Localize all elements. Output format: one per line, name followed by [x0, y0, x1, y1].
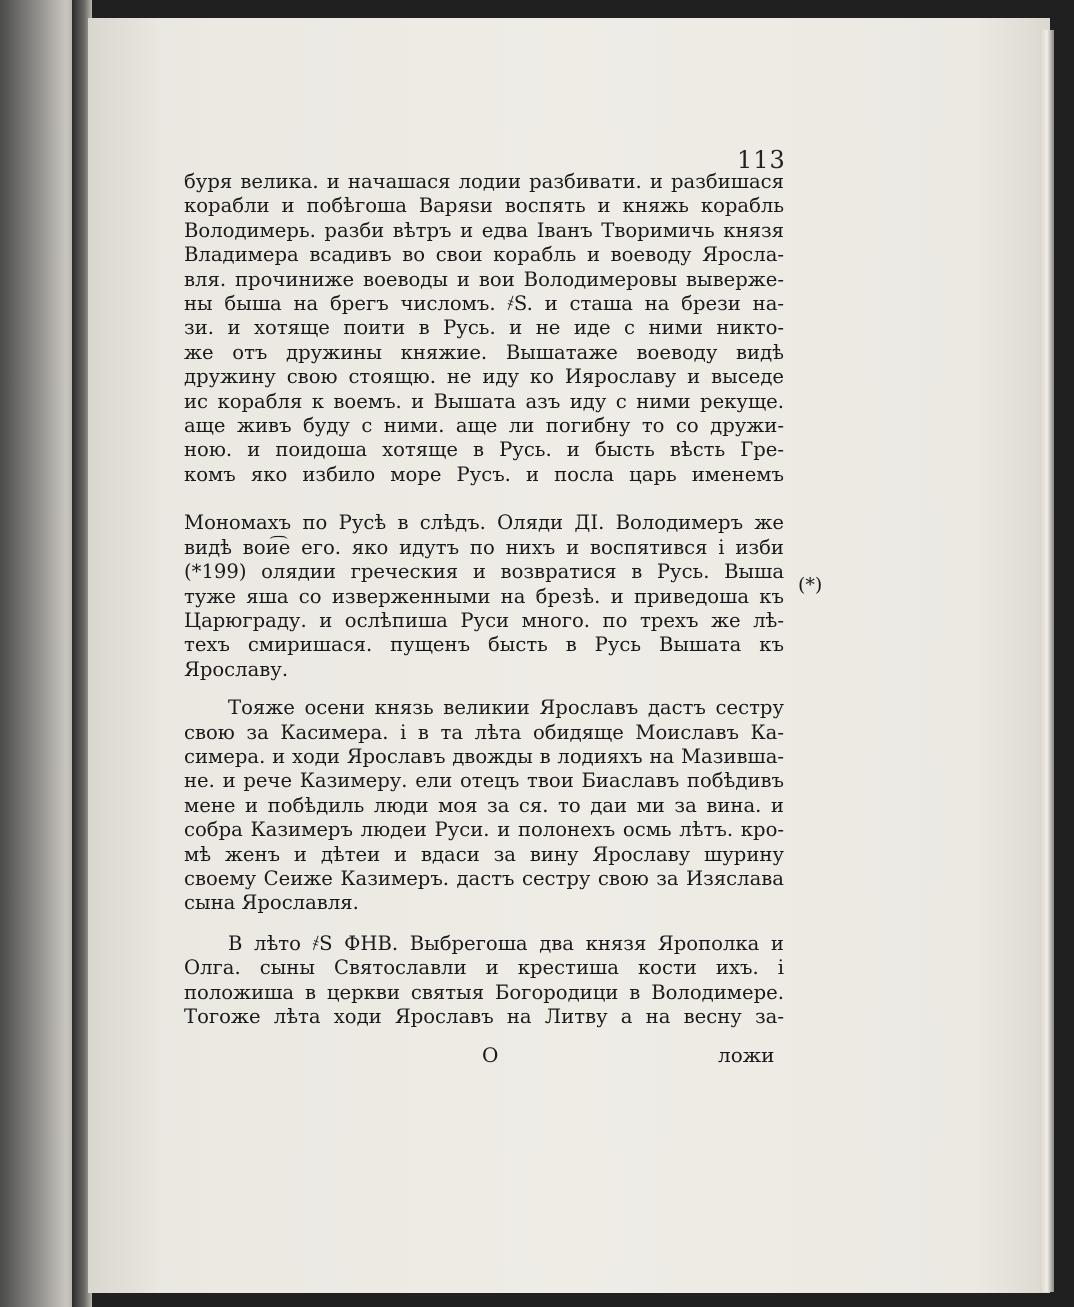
text-line: видѣ вои͡е его. яко идутъ по нихъ и воспятився і изби — [184, 535, 784, 559]
text-line: Мономахъ по Русѣ в слѣдъ. Оляди ДІ. Володимеръ же — [184, 511, 784, 535]
text-line: своему Сеиже Казимеръ. дастъ сестру свою за Изяслава — [184, 866, 784, 890]
page-number: 113 — [737, 146, 786, 174]
page-body-text — [184, 170, 784, 1029]
previous-page-edge — [0, 0, 78, 1307]
text-line-blank — [184, 487, 784, 511]
text-line: Володимерь. разби вѣтръ и едва Іванъ Творимичь князя — [184, 218, 784, 242]
text-line: Тояже осени князь великии Ярославъ дастъ сестру — [228, 696, 784, 720]
catchword: ложи — [718, 1043, 775, 1067]
text-line: корабли и побѣгоша Варяѕи воспять и княжь корабль — [184, 194, 784, 218]
text-line: комъ яко избило море Русъ. и посла царь именемъ — [184, 462, 784, 486]
page-stack-edge — [1040, 30, 1054, 1292]
text-line: буря велика. и начашася лодии разбивати. и разбишася — [184, 170, 784, 193]
text-line: Владимера всадивъ во свои корабль и воеводу Яросла- — [184, 243, 784, 267]
text-line: свою за Касимера. і в та лѣта обидяще Моиславъ Ка- — [184, 720, 784, 744]
text-line: мене и побѣдиль люди моя за ся. то даи ми за вина. и — [184, 793, 784, 817]
text-line: собра Казимеръ людеи Руси. и полонехъ осмь лѣтъ. кро- — [184, 818, 784, 842]
text-line: сына Ярославля. — [184, 891, 359, 915]
text-line: симера. и ходи Ярославъ двожды в лодияхъ на Мазивша- — [184, 744, 784, 768]
text-line: ис корабля к воемъ. и Вышата азъ иду с ними рекуще. — [184, 389, 784, 413]
text-line: не. и рече Казимеру. ели отецъ твои Биаславъ побѣдивъ — [184, 769, 784, 793]
text-line: ны быша на брегъ числомъ. ҂S. и сташа на брези на- — [184, 291, 784, 315]
text-line: Олга. сыны Святославли и крестиша кости ихъ. і — [184, 956, 784, 980]
text-line: техъ смиришася. пущенъ бысть в Русь Вышата къ — [184, 633, 784, 657]
text-line: аще живъ буду с ними. аще ли погибну то со дружи- — [184, 413, 784, 437]
text-line: вля. прочиниже воеводы и вои Володимеровы выверже- — [184, 267, 784, 291]
text-line: же отъ дружины княжие. Вышатаже воеводу видѣ — [184, 340, 784, 364]
text-line: Царюграду. и ослѣпиша Руси много. по трехъ же лѣ- — [184, 609, 784, 633]
margin-footnote-mark: (*) — [798, 574, 823, 596]
text-line: (*199) олядии греческия и возвратися в Русь. Выша — [184, 560, 784, 584]
text-line: В лѣто ҂S ФНВ. Выбрегоша два князя Ярополка и — [228, 931, 784, 955]
text-line: ною. и поидоша хотяще в Русь. и бысть вѣсть Гре- — [184, 438, 784, 462]
text-line: Тогоже лѣта ходи Ярославъ на Литву а на весну за- — [184, 1004, 784, 1028]
text-line: Ярославу. — [184, 657, 289, 681]
text-line: дружину свою стоящю. не иду ко Иярославу и выседе — [184, 365, 784, 389]
text-line: положиша в церкви святыя Богородици в Володимере. — [184, 980, 784, 1004]
text-line: зи. и хотяще поити в Русь. и не иде с ними никто- — [184, 316, 784, 340]
text-line: мѣ женъ и дѣтеи и вдаси за вину Ярославу шурину — [184, 842, 784, 866]
text-line: туже яша со изверженными на брезѣ. и приведоша къ — [184, 584, 784, 608]
signature-mark: О — [482, 1043, 499, 1067]
